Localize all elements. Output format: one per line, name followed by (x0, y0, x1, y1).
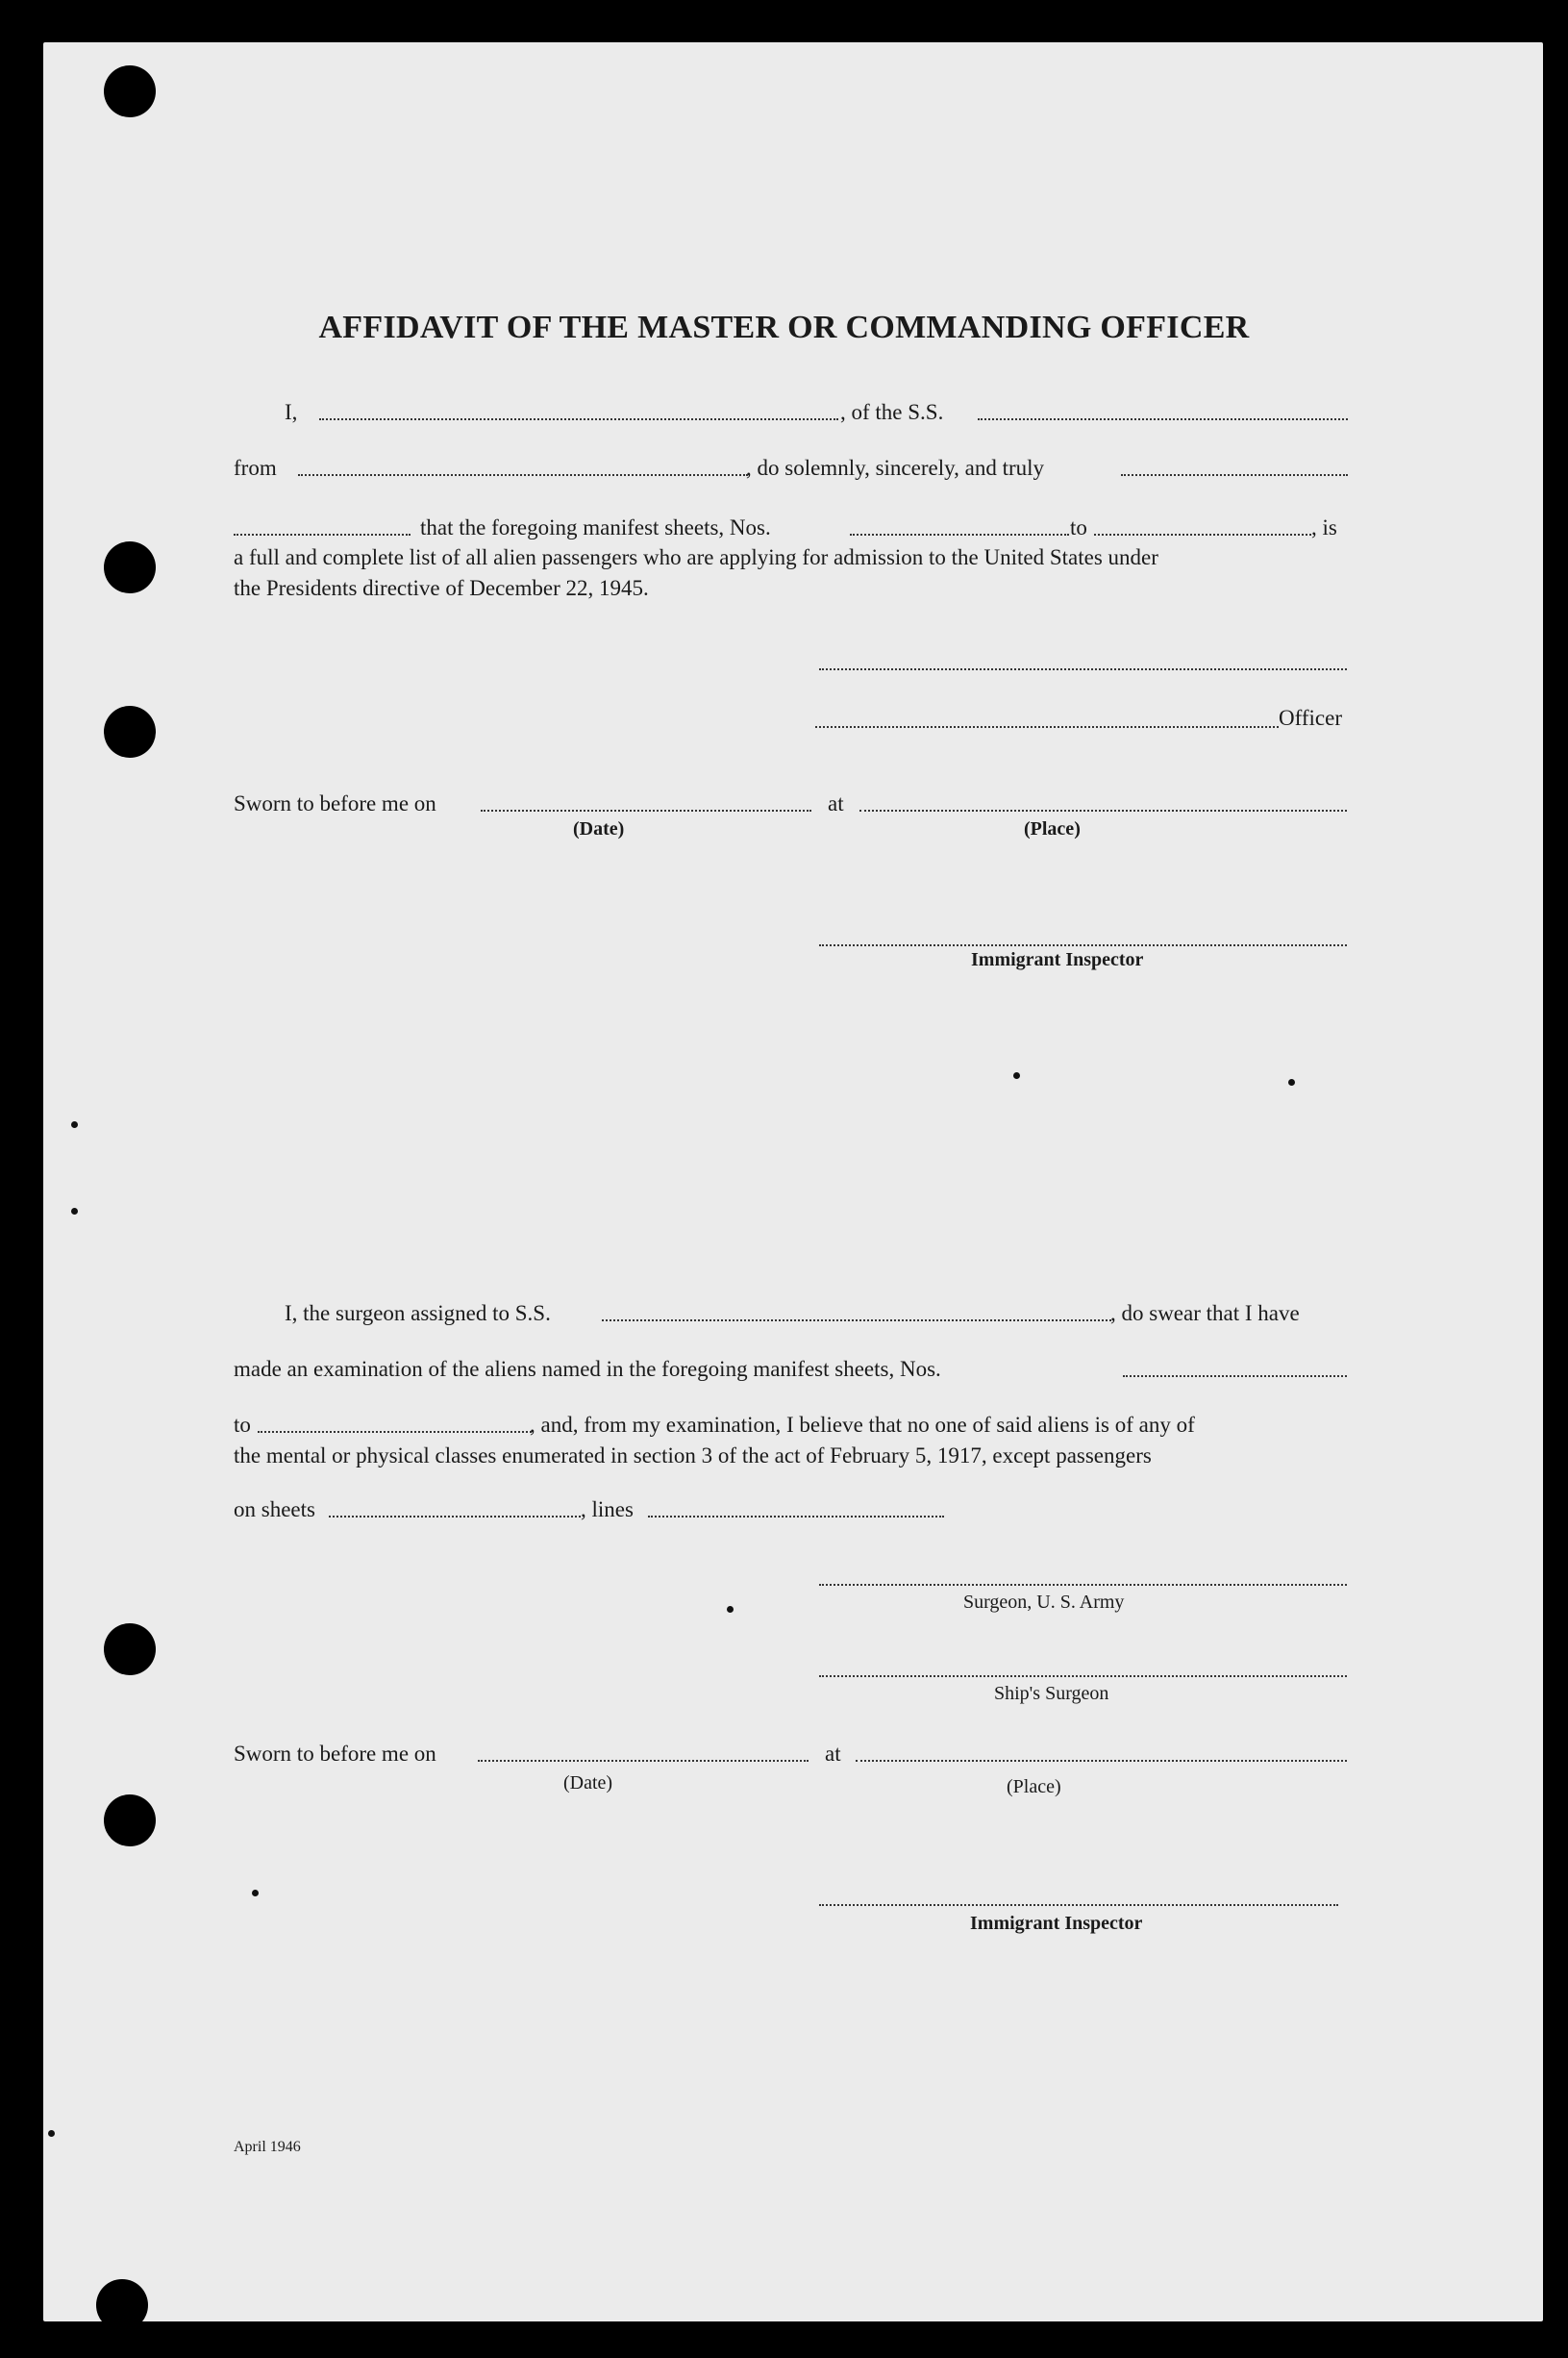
master-place-caption: (Place) (1024, 818, 1081, 840)
ink-speck (48, 2130, 55, 2137)
document-sheet (43, 42, 1543, 2321)
master-ship-field[interactable] (978, 418, 1348, 420)
surgeon-line5-lines: , lines (581, 1497, 634, 1521)
master-at-label: at (828, 791, 844, 815)
master-line4: a full and complete list of all alien passengers who are applying for admission to the United States under (234, 545, 1158, 569)
footer-date: April 1946 (234, 2139, 301, 2155)
officer-label: Officer (1279, 706, 1342, 730)
surgeon-line5-prefix: on sheets (234, 1497, 315, 1521)
ink-speck (252, 1890, 259, 1896)
surgeon-line1-prefix: I, the surgeon assigned to S.S. (285, 1301, 551, 1325)
master-line3-to: to (1070, 515, 1087, 539)
master-line3-a: that the foregoing manifest sheets, Nos. (420, 515, 771, 539)
officer-signature-line[interactable] (815, 726, 1279, 728)
ink-speck (71, 1208, 78, 1215)
army-surgeon-signature-line[interactable] (819, 1584, 1347, 1586)
surgeon-line2: made an examination of the aliens named in the foregoing manifest sheets, Nos. (234, 1357, 941, 1381)
master-line5: the Presidents directive of December 22, 1945. (234, 576, 649, 600)
surgeon-inspector-signature-line[interactable] (819, 1904, 1338, 1906)
surgeon-line3-rest: , and, from my examination, I believe that no one of said aliens is of any of (530, 1413, 1195, 1437)
punch-hole (104, 1623, 156, 1675)
master-date-caption: (Date) (573, 818, 625, 840)
punch-hole (104, 541, 156, 593)
master-from-field[interactable] (298, 474, 748, 476)
master-name-field[interactable] (319, 418, 838, 420)
master-nos-from-field[interactable] (850, 534, 1069, 536)
master-nos-to-field[interactable] (1094, 534, 1311, 536)
master-line2-mid: , do solemnly, sincerely, and truly (746, 456, 1045, 480)
document-title: AFFIDAVIT OF THE MASTER OR COMMANDING OFFICER (318, 310, 1250, 345)
master-inspector-signature-line[interactable] (819, 944, 1347, 946)
ink-speck (71, 1121, 78, 1128)
punch-hole (104, 1794, 156, 1846)
surgeon-nos-from-field[interactable] (1123, 1375, 1347, 1377)
punch-hole (96, 2279, 148, 2331)
surgeon-nos-to-field[interactable] (258, 1431, 532, 1433)
surgeon-sworn-place-field[interactable] (856, 1760, 1347, 1762)
surgeon-sworn-date-field[interactable] (478, 1760, 809, 1762)
surgeon-lines-field[interactable] (648, 1516, 944, 1518)
punch-hole (104, 65, 156, 117)
master-sworn-date-field[interactable] (481, 810, 811, 812)
ink-speck (1288, 1079, 1295, 1086)
surgeon-date-caption: (Date) (563, 1772, 613, 1794)
master-inspector-label: Immigrant Inspector (971, 949, 1144, 970)
master-line1-prefix: I, (285, 400, 298, 424)
punch-hole (104, 706, 156, 758)
surgeon-ship-field[interactable] (602, 1319, 1111, 1321)
master-line1-mid: , of the S.S. (840, 400, 944, 424)
surgeon-line4: the mental or physical classes enumerated in section 3 of the act of February 5, 1917, except passengers (234, 1443, 1152, 1467)
master-line2-prefix: from (234, 456, 277, 480)
surgeon-place-caption: (Place) (1007, 1776, 1061, 1797)
ink-speck (1013, 1072, 1020, 1079)
surgeon-at-label: at (825, 1742, 841, 1766)
surgeon-line3-prefix: to (234, 1413, 251, 1437)
surgeon-line1-end: , do swear that I have (1110, 1301, 1300, 1325)
surgeon-sheets-field[interactable] (329, 1516, 581, 1518)
master-sworn-label: Sworn to before me on (234, 791, 436, 815)
master-sworn-place-field[interactable] (859, 810, 1347, 812)
master-oath-field[interactable] (1121, 474, 1348, 476)
ships-surgeon-label: Ship's Surgeon (994, 1683, 1109, 1704)
surgeon-sworn-label: Sworn to before me on (234, 1742, 436, 1766)
master-oath-field-cont[interactable] (234, 534, 411, 536)
surgeon-inspector-label: Immigrant Inspector (970, 1913, 1143, 1934)
army-surgeon-label: Surgeon, U. S. Army (963, 1592, 1125, 1613)
master-signature-line[interactable] (819, 668, 1347, 670)
ink-speck (727, 1606, 734, 1613)
ships-surgeon-signature-line[interactable] (819, 1675, 1347, 1677)
master-line3-end: , is (1311, 515, 1337, 539)
